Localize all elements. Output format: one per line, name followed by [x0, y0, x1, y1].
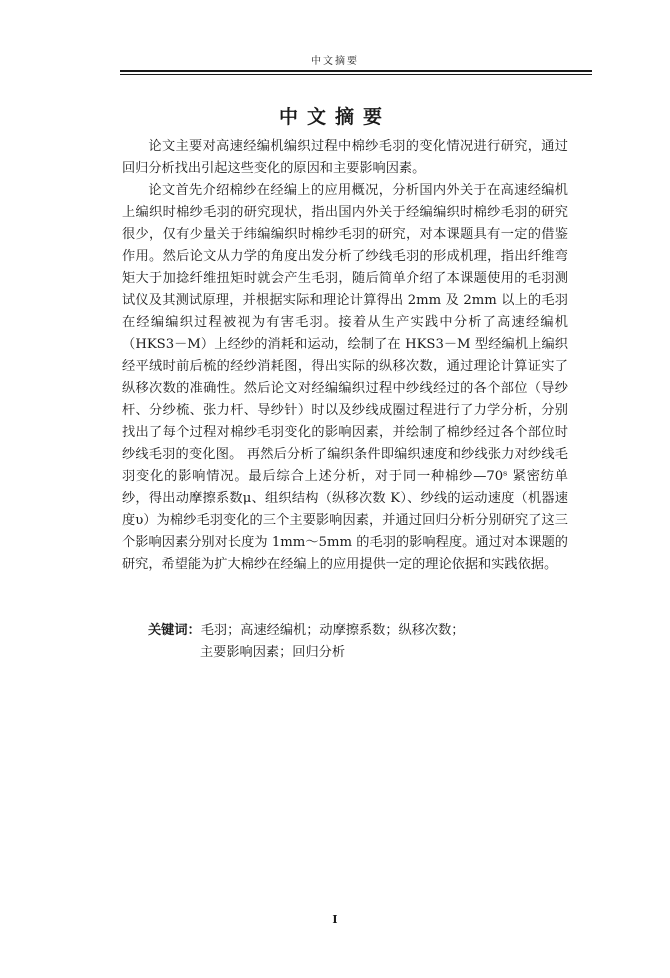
keywords-list-2: 主要影响因素；回归分析	[200, 645, 346, 660]
page-title: 中文摘要	[278, 106, 391, 128]
page-number: I	[332, 913, 338, 926]
abstract-paragraph-1: 论文主要对高速经编机编织过程中棉纱毛羽的变化情况进行研究，通过回归分析找出引起这些变化的原因和主要影响因素。	[122, 139, 568, 176]
keywords-list-1: 毛羽；高速经编机；动摩擦系数；纵移次数；	[200, 623, 465, 638]
abstract-paragraph-2: 论文首先介绍棉纱在经编上的应用概况，分析国内外关于在高速经编机上编织时棉纱毛羽的研究现状，指出国内外关于经编编织时棉纱毛羽的研究很少，仅有少量关于纬编编织时棉纱毛羽的研究，对本课题具有一定的借鉴作用。然后论文从力学的角度出发分析了纱线毛羽的形成机理，指出纤维弯矩大于加捻纤维扭矩时就会产生毛羽，随后简单介绍了本课题使用的毛羽测试仪及其测试原理，并根据实际和理论计算得出 2mm 及 2mm 以上的毛羽在经编编织过程被视为有害毛羽。接着从生产实践中分析了高速经编机（HKS3－M）上经纱的消耗和运动，绘制了在 HKS3－M 型经编机上编织经平绒时前后梳的经纱消耗图，得出实际的纵移次数，通过理论计算证实了纵移次数的准确性。然后论文对经编编织过程中纱线经过的各个部位（导纱杆、分纱梳、张力杆、导纱针）时以及纱线成圈过程进行了力学分析，分别找出了每个过程对棉纱毛羽变化的影响因素，并绘制了棉纱经过各个部位时纱线毛羽的变化图。 再然后分析了编织条件即编织速度和纱线张力对纱线毛羽变化的影响情况。最后综合上述分析，对于同一种棉纱—70ˢ 紧密纺单纱，得出动摩擦系数μ、组织结构（纵移次数 K）、纱线的运动速度（机器速度υ）为棉纱毛羽变化的三个主要影响因素，并通过回归分析分别研究了这三个影响因素分别对长度为 1mm～5mm 的毛羽的影响程度。通过对本课题的研究，希望能为扩大棉纱在经编上的应用提供一定的理论依据和实践依据。	[122, 183, 568, 572]
keywords-block	[148, 620, 568, 664]
header-rule-thin	[120, 74, 592, 75]
header-rule-thick	[120, 70, 592, 72]
keywords-line-1	[148, 620, 568, 642]
keywords-label: 关键词：	[148, 623, 201, 638]
running-header: 中文摘要	[311, 56, 359, 67]
abstract-body	[122, 136, 568, 576]
